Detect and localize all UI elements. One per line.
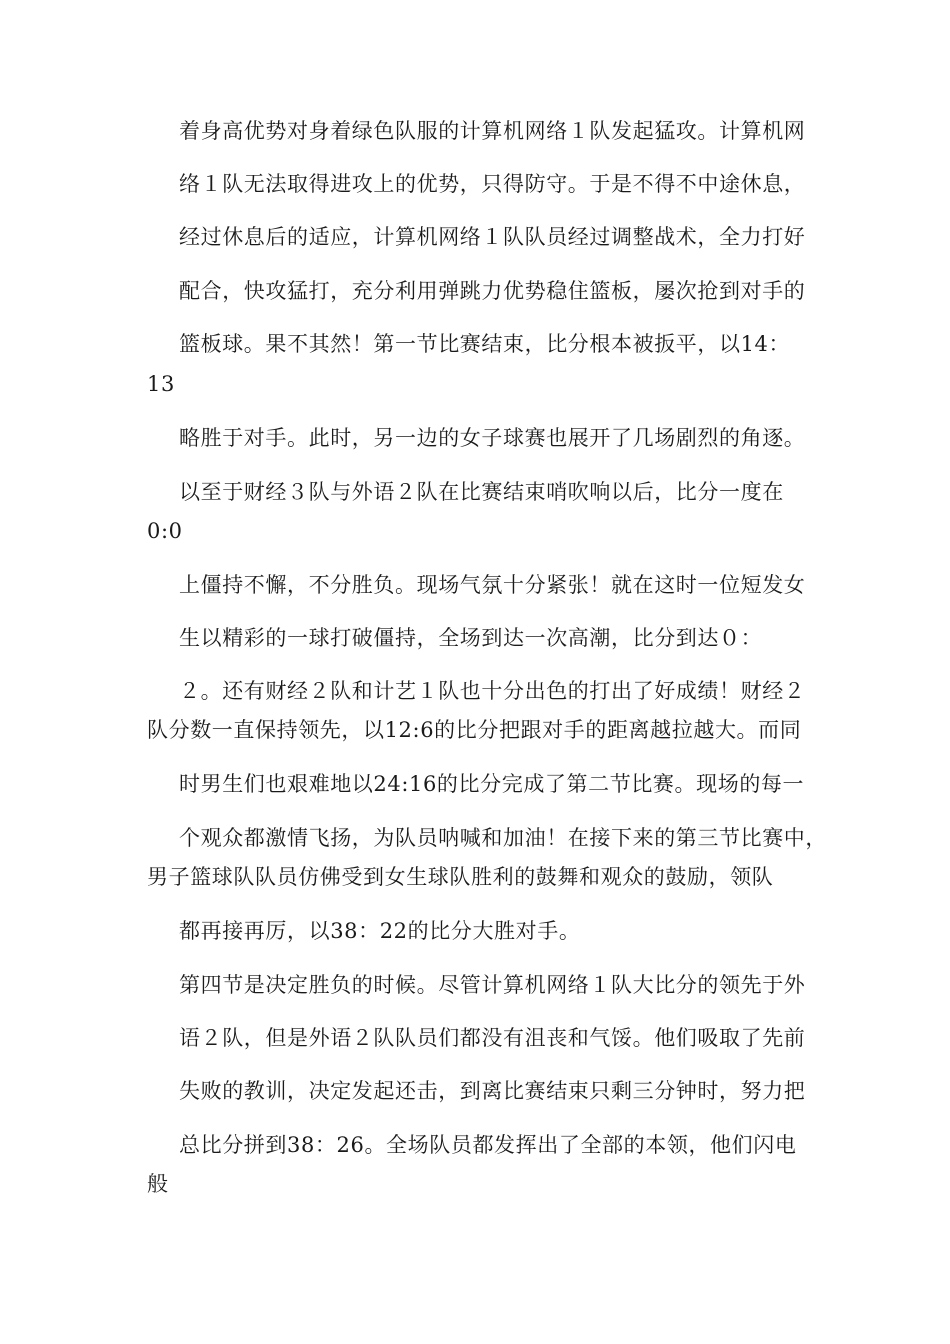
text-line: 第四节是决定胜负的时候。尽管计算机网络１队大比分的领先于外: [179, 973, 806, 997]
text-line: 总比分拼到38：26。全场队员都发挥出了全部的本领，他们闪电: [179, 1133, 797, 1157]
text-line: 生以精彩的一球打破僵持，全场到达一次高潮，比分到达０：: [179, 626, 763, 650]
text-line: 男子篮球队队员仿佛受到女生球队胜利的鼓舞和观众的鼓励，领队: [147, 865, 774, 889]
text-line: 般: [147, 1172, 169, 1196]
text-line: 配合，快攻猛打，充分利用弹跳力优势稳住篮板，屡次抢到对手的: [179, 279, 806, 303]
text-line: 个观众都激情飞扬，为队员呐喊和加油！在接下来的第三节比赛中，: [179, 826, 827, 850]
text-line: 篮板球。果不其然！第一节比赛结束，比分根本被扳平，以14：: [179, 332, 791, 356]
text-line: 队分数一直保持领先，以12:6的比分把跟对手的距离越拉越大。而同: [147, 718, 802, 742]
text-line: 失败的教训，决定发起还击，到离比赛结束只剩三分钟时，努力把: [179, 1079, 806, 1103]
text-line: 都再接再厉，以38：22的比分大胜对手。: [179, 919, 581, 943]
text-line: 上僵持不懈，不分胜负。现场气氛十分紧张！就在这时一位短发女: [179, 573, 806, 597]
text-line: 络１队无法取得进攻上的优势，只得防守。于是不得不中途休息，: [179, 172, 806, 196]
text-line: 着身高优势对身着绿色队服的计算机网络１队发起猛攻。计算机网: [179, 119, 806, 143]
text-line: ２。还有财经２队和计艺１队也十分出色的打出了好成绩！财经２: [179, 679, 806, 703]
text-line: 略胜于对手。此时，另一边的女子球赛也展开了几场剧烈的角逐。: [179, 426, 806, 450]
text-line: 0:0: [147, 519, 183, 543]
text-line: 语２队，但是外语２队队员们都没有沮丧和气馁。他们吸取了先前: [179, 1026, 806, 1050]
text-line: 13: [147, 372, 175, 396]
text-line: 时男生们也艰难地以24:16的比分完成了第二节比赛。现场的每一: [179, 772, 805, 796]
text-line: 经过休息后的适应，计算机网络１队队员经过调整战术，全力打好: [179, 225, 806, 249]
text-line: 以至于财经３队与外语２队在比赛结束哨吹响以后，比分一度在: [179, 480, 784, 504]
